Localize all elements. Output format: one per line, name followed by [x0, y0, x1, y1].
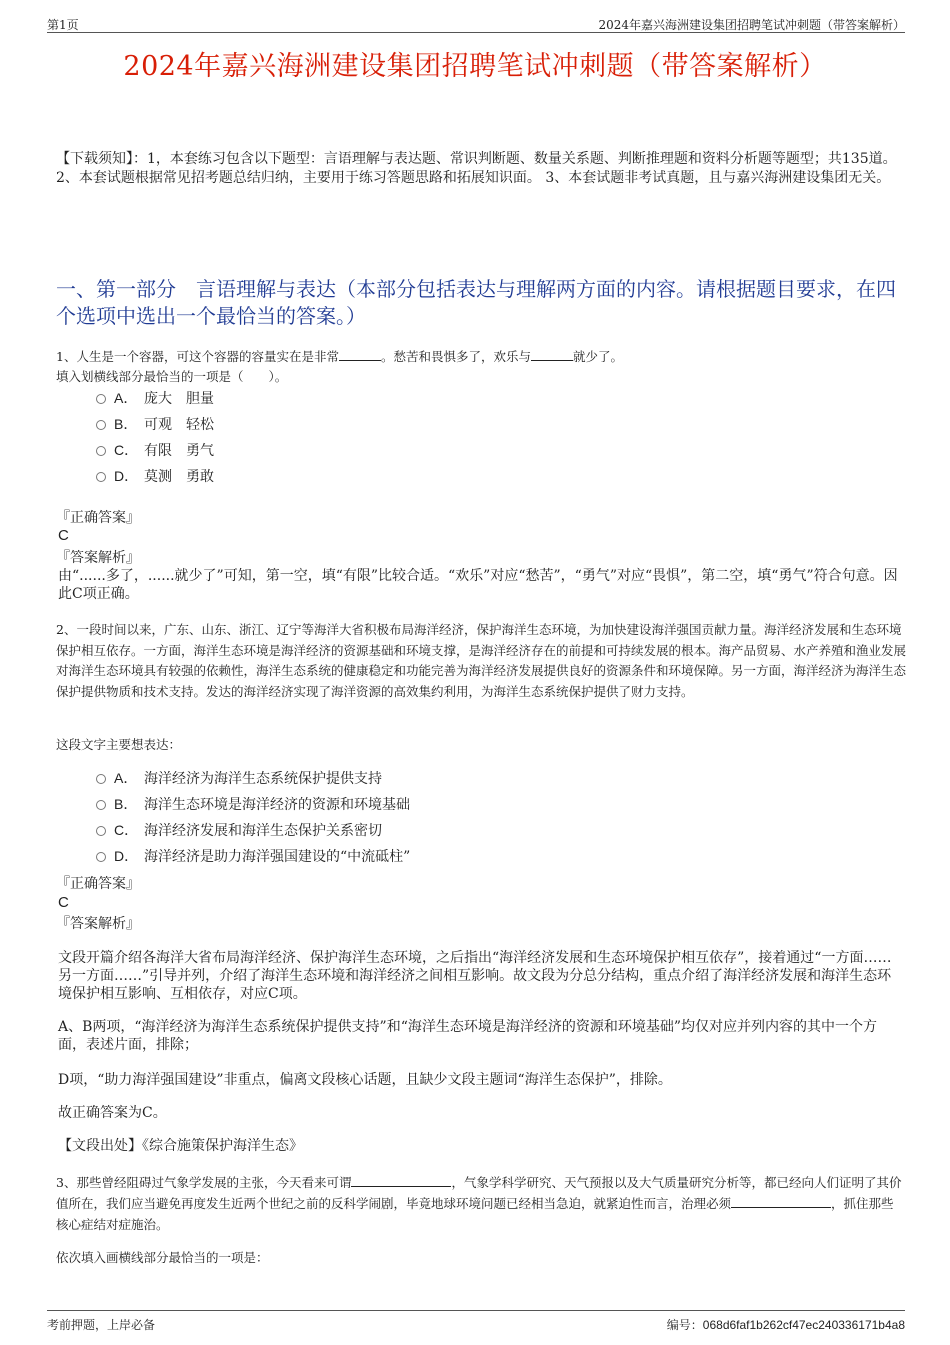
- q1-analysis-label: 『答案解析』: [56, 550, 140, 566]
- radio-icon[interactable]: [96, 446, 106, 456]
- q1-blank-2: [531, 348, 573, 361]
- radio-icon[interactable]: [96, 826, 106, 836]
- page-footer: [47, 1310, 905, 1333]
- q1-option-c[interactable]: C． 有限 勇气: [96, 440, 214, 460]
- q2-option-a[interactable]: A． 海洋经济为海洋生态系统保护提供支持: [96, 768, 382, 788]
- q1-analysis: 由“......多了，......就少了”可知，第一空，填“有限”比较合适。“欢乐”对应“愁苦”，“勇气”对应“畏惧”，第二空，填“勇气”符合句意。因此C项正确。: [58, 568, 898, 602]
- q2-answer: C: [58, 894, 69, 911]
- q1-blank-1: [339, 348, 381, 361]
- download-notice: 【下载须知】：1，本套练习包含以下题型：言语理解与表达题、常识判断题、数量关系题、判断推理题和资料分析题等题型；共135道。 2、本套试题根据常见招考题总结归纳，主要用于练习答题思路和拓展知识面。 3、本套试题非考试真题，且与嘉兴海洲建设集团无关。: [56, 151, 897, 186]
- q2-option-b[interactable]: B． 海洋生态环境是海洋经济的资源和环境基础: [96, 794, 410, 814]
- footer-code: 编号：068d6faf1b262cf47ec240336171b4a8: [666, 1318, 905, 1332]
- header-doc-title: 2024年嘉兴海洲建设集团招聘笔试冲刺题（带答案解析）: [598, 18, 905, 32]
- q3-prompt: 依次填入画横线部分最恰当的一项是：: [56, 1250, 269, 1265]
- radio-icon[interactable]: [96, 420, 106, 430]
- footer-slogan: 考前押题，上岸必备: [47, 1318, 156, 1332]
- q2-analysis-label: 『答案解析』: [56, 916, 140, 932]
- q1-option-b[interactable]: B． 可观 轻松: [96, 414, 214, 434]
- q2-prompt: 这段文字主要想表达：: [56, 737, 182, 752]
- q1-option-a[interactable]: A． 庞大 胆量: [96, 388, 214, 408]
- q2-analysis-p3: D项，“助力海洋强国建设”非重点，偏离文段核心话题，且缺少文段主题词“海洋生态保护”，排除。: [58, 1072, 672, 1088]
- q1-answer: C: [58, 527, 69, 544]
- q2-analysis-p2: A、B两项，“海洋经济为海洋生态系统保护提供支持”和“海洋生态环境是海洋经济的资源和环境基础”均仅对应并列内容的其中一个方面，表述片面，排除；: [58, 1019, 878, 1053]
- page-header: [47, 14, 905, 33]
- radio-icon[interactable]: [96, 472, 106, 482]
- q2-analysis-p4: 故正确答案为C。: [58, 1105, 167, 1121]
- radio-icon[interactable]: [96, 800, 106, 810]
- q1-prompt: 填入划横线部分最恰当的一项是（ ）。: [56, 369, 288, 384]
- q2-analysis-p1: 文段开篇介绍各海洋大省布局海洋经济、保护海洋生态环境，之后指出“海洋经济发展和生态环境保护相互依存”，接着通过“一方面……另一方面……”引导并列，介绍了海洋生态环境和海洋经济之间相互影响。故文段为分总分结构，重点介绍了海洋经济发展和海洋生态环境保护相互影响、互相依存，对应C项。: [58, 950, 892, 1002]
- radio-icon[interactable]: [96, 394, 106, 404]
- page-title: 2024年嘉兴海洲建设集团招聘笔试冲刺题（带答案解析）: [123, 51, 827, 82]
- q2-option-c[interactable]: C． 海洋经济发展和海洋生态保护关系密切: [96, 820, 382, 840]
- q1-option-d[interactable]: D． 莫测 勇敢: [96, 466, 214, 486]
- page-number: 第1页: [47, 18, 79, 32]
- radio-icon[interactable]: [96, 774, 106, 784]
- q1-stem: 1、人生是一个容器，可这个容器的容量实在是非常 。愁苦和畏惧多了，欢乐与 就少了。: [56, 349, 623, 364]
- q1-answer-label: 『正确答案』: [56, 510, 140, 526]
- radio-icon[interactable]: [96, 852, 106, 862]
- q3-stem: 3、那些曾经阻碍过气象学发展的主张，今天看来可谓 ，气象学科学研究、天气预报以及大气质量研究分析等，都已经向人们证明了其价值所在，我们应当避免再度发生近两个世纪之前的反科学闹剧，毕竟地球环境问题已经相当急迫，就紧迫性而言，治理必须 ，抓住那些核心症结对症施治。: [56, 1175, 902, 1232]
- q2-stem: 2、一段时间以来，广东、山东、浙江、辽宁等海洋大省积极布局海洋经济，保护海洋生态环境，为加快建设海洋强国贡献力量。海洋经济发展和生态环境保护相互依存。一方面，海洋生态环境是海洋经济的资源基础和环境支撑，是海洋经济存在的前提和可持续发展的根本。海产品贸易、水产养殖和渔业发展对海洋生态环境具有较强的依赖性，海洋生态系统的健康稳定和功能完善为海洋经济发展提供良好的资源条件和环境保障。另一方面，海洋经济为海洋生态保护提供物质和技术支持。发达的海洋经济实现了海洋资源的高效集约利用，为海洋生态系统保护提供了财力支持。: [56, 622, 907, 699]
- q2-option-d[interactable]: D． 海洋经济是助力海洋强国建设的“中流砥柱”: [96, 846, 410, 866]
- q3-blank-2: [731, 1195, 831, 1208]
- q3-blank-1: [351, 1174, 451, 1187]
- q2-answer-label: 『正确答案』: [56, 876, 140, 892]
- q2-source: 【文段出处】《综合施策保护海洋生态》: [58, 1138, 303, 1154]
- section-title: 一、第一部分 言语理解与表达（本部分包括表达与理解两方面的内容。请根据题目要求，在四个选项中选出一个最恰当的答案。）: [56, 277, 896, 328]
